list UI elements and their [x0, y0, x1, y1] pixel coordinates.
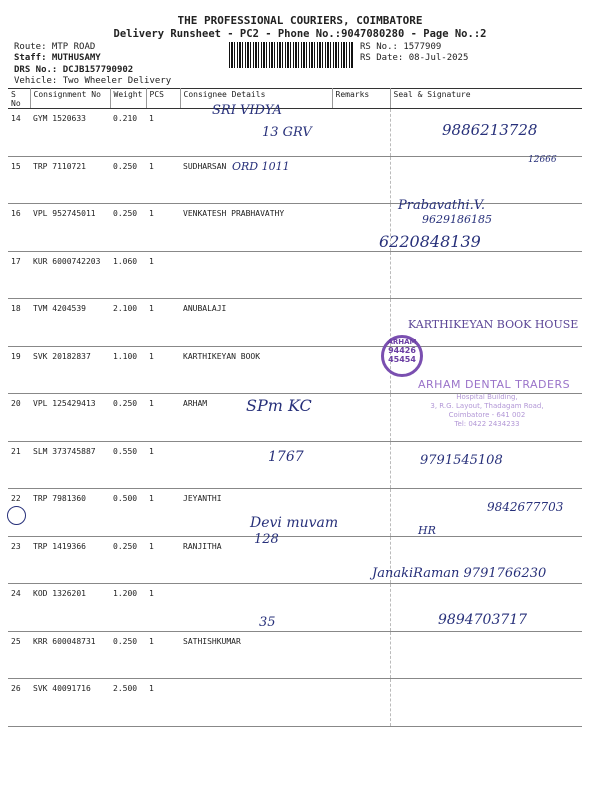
col-seal-signature: Seal & Signature: [390, 89, 582, 109]
table-row: [8, 679, 582, 727]
cell-remarks: [332, 156, 390, 204]
cell-sno: 24: [8, 584, 30, 632]
handwriting: 13 GRV: [262, 125, 312, 140]
table-row: [8, 631, 582, 679]
cell-remarks: [332, 251, 390, 299]
cell-consignee: KARTHIKEYAN BOOK: [180, 346, 332, 394]
addr-line: Hospital Building,: [456, 393, 518, 401]
cell-weight: 0.250: [110, 394, 146, 442]
signature: 9629186185: [422, 213, 492, 226]
cell-consignment: VPL 952745011: [30, 204, 110, 252]
cell-consignment: TRP 7981360: [30, 489, 110, 537]
seal-line3: 45454: [388, 355, 416, 364]
cell-pcs: 1: [146, 394, 180, 442]
cell-consignee: SUDHARSAN: [180, 156, 332, 204]
cell-sno: 26: [8, 679, 30, 727]
cell-sno: 18: [8, 299, 30, 347]
signature: Prabavathi.V.: [398, 198, 486, 213]
cell-sno: 16: [8, 204, 30, 252]
handwriting: SPm KC: [246, 396, 312, 415]
cell-consignee: ARHAM: [180, 394, 332, 442]
cell-consignment: TRP 1419366: [30, 536, 110, 584]
cell-remarks: [332, 394, 390, 442]
cell-weight: 0.500: [110, 489, 146, 537]
cell-sno: 22: [8, 489, 30, 537]
col-consignment: Consignment No: [30, 89, 110, 109]
cell-pcs: 1: [146, 109, 180, 157]
table-row: [8, 156, 582, 204]
cell-remarks: [332, 109, 390, 157]
col-weight: Weight: [110, 89, 146, 109]
cell-pcs: 1: [146, 346, 180, 394]
cell-consignment: SLM 373745887: [30, 441, 110, 489]
cell-sno: 15: [8, 156, 30, 204]
cell-remarks: [332, 489, 390, 537]
runsheet-info-left: [14, 42, 171, 88]
cell-consignee: [180, 441, 332, 489]
stamp-trader-address: [392, 393, 582, 429]
handwriting: 128: [254, 532, 279, 547]
route: Route: MTP ROAD: [14, 42, 96, 52]
addr-line: 3, R.G. Layout, Thadagam Road,: [430, 402, 544, 410]
handwriting: 1767: [268, 449, 304, 465]
cell-consignee: [180, 584, 332, 632]
signature: 9886213728: [442, 121, 538, 139]
cell-sno: 19: [8, 346, 30, 394]
table-header: [8, 89, 582, 109]
cell-remarks: [332, 441, 390, 489]
cell-weight: 0.250: [110, 631, 146, 679]
cell-consignment: KOD 1326201: [30, 584, 110, 632]
cell-sno: 14: [8, 109, 30, 157]
handwriting: 35: [259, 615, 276, 630]
cell-weight: 0.210: [110, 109, 146, 157]
table-row: [8, 251, 582, 299]
cell-sno: 23: [8, 536, 30, 584]
cell-consignee: ANUBALAJI: [180, 299, 332, 347]
cell-pcs: 1: [146, 299, 180, 347]
signature: 12666: [528, 155, 557, 165]
signature: 9791545108: [420, 453, 503, 468]
handwriting: ORD 1011: [232, 160, 290, 173]
cell-weight: 0.250: [110, 156, 146, 204]
cell-pcs: 1: [146, 489, 180, 537]
rs-no: RS No.: 1577909: [360, 42, 442, 52]
row-24-circle-mark: [7, 506, 26, 525]
cell-pcs: 1: [146, 441, 180, 489]
cell-consignment: TVM 4204539: [30, 299, 110, 347]
cell-remarks: [332, 584, 390, 632]
cell-consignment: GYM 1520633: [30, 109, 110, 157]
seal-name: ARHAM: [387, 338, 417, 346]
cell-sno: 20: [8, 394, 30, 442]
col-sno: S No: [8, 89, 30, 109]
cell-weight: 1.200: [110, 584, 146, 632]
col-consignee: Consignee Details: [180, 89, 332, 109]
signature: HR: [418, 524, 436, 537]
runsheet-title: Delivery Runsheet - PC2 - Phone No.:9047080280 - Page No.:2: [113, 28, 487, 40]
stamp-trader-name: ARHAM DENTAL TRADERS: [418, 378, 571, 391]
signature: 9842677703: [487, 500, 564, 514]
cell-consignee: VENKATESH PRABHAVATHY: [180, 204, 332, 252]
staff: Staff: MUTHUSAMY: [14, 53, 101, 64]
cell-seal-signature: [390, 251, 582, 299]
cell-sno: 17: [8, 251, 30, 299]
cell-seal-signature: [390, 679, 582, 727]
addr-line: Coimbatore - 641 002: [448, 411, 526, 419]
col-remarks: Remarks: [332, 89, 390, 109]
cell-weight: 2.500: [110, 679, 146, 727]
cell-weight: 0.550: [110, 441, 146, 489]
cell-consignment: KUR 6000742203: [30, 251, 110, 299]
addr-line: Tel: 0422 2434233: [454, 420, 520, 428]
cell-weight: 0.250: [110, 536, 146, 584]
company-title: THE PROFESSIONAL COURIERS, COIMBATORE: [177, 14, 423, 27]
seal-line2: 94426: [388, 346, 416, 355]
cell-pcs: 1: [146, 584, 180, 632]
cell-sno: 21: [8, 441, 30, 489]
cell-weight: 1.100: [110, 346, 146, 394]
handwriting: Devi muvam: [250, 515, 339, 531]
cell-consignee: [180, 679, 332, 727]
handwriting: SRI VIDYA: [212, 103, 282, 118]
cell-pcs: 1: [146, 251, 180, 299]
cell-pcs: 1: [146, 536, 180, 584]
cell-weight: 0.250: [110, 204, 146, 252]
rs-date: RS Date: 08-Jul-2025: [360, 53, 469, 64]
cell-consignment: TRP 7110721: [30, 156, 110, 204]
vehicle: Vehicle: Two Wheeler Delivery: [14, 76, 172, 87]
cell-weight: 2.100: [110, 299, 146, 347]
signature: JanakiRaman 9791766230: [372, 566, 547, 581]
cell-consignment: SVK 40091716: [30, 679, 110, 727]
cell-weight: 1.060: [110, 251, 146, 299]
cell-consignee: SATHISHKUMAR: [180, 631, 332, 679]
cell-pcs: 1: [146, 204, 180, 252]
cell-pcs: 1: [146, 156, 180, 204]
signature: 9894703717: [438, 612, 528, 628]
runsheet-info-right: [360, 42, 468, 65]
cell-consignment: KRR 600048731: [30, 631, 110, 679]
table-row: [8, 204, 582, 252]
cell-sno: 25: [8, 631, 30, 679]
barcode: [229, 42, 353, 68]
cell-remarks: [332, 679, 390, 727]
signature: 6220848139: [379, 232, 481, 251]
cell-consignee: [180, 251, 332, 299]
cell-remarks: [332, 299, 390, 347]
cell-seal-signature: [390, 631, 582, 679]
company-seal: [381, 335, 423, 377]
cell-pcs: 1: [146, 679, 180, 727]
cell-consignment: VPL 125429413: [30, 394, 110, 442]
cell-pcs: 1: [146, 631, 180, 679]
col-pcs: PCS: [146, 89, 180, 109]
cell-consignment: SVK 20182837: [30, 346, 110, 394]
cell-consignee: RANJITHA: [180, 536, 332, 584]
cell-consignee: JEYANTHI: [180, 489, 332, 537]
stamp-text: KARTHIKEYAN BOOK HOUSE: [408, 318, 579, 331]
drs-no: DRS No.: DCJB157790902: [14, 64, 134, 75]
cell-remarks: [332, 631, 390, 679]
